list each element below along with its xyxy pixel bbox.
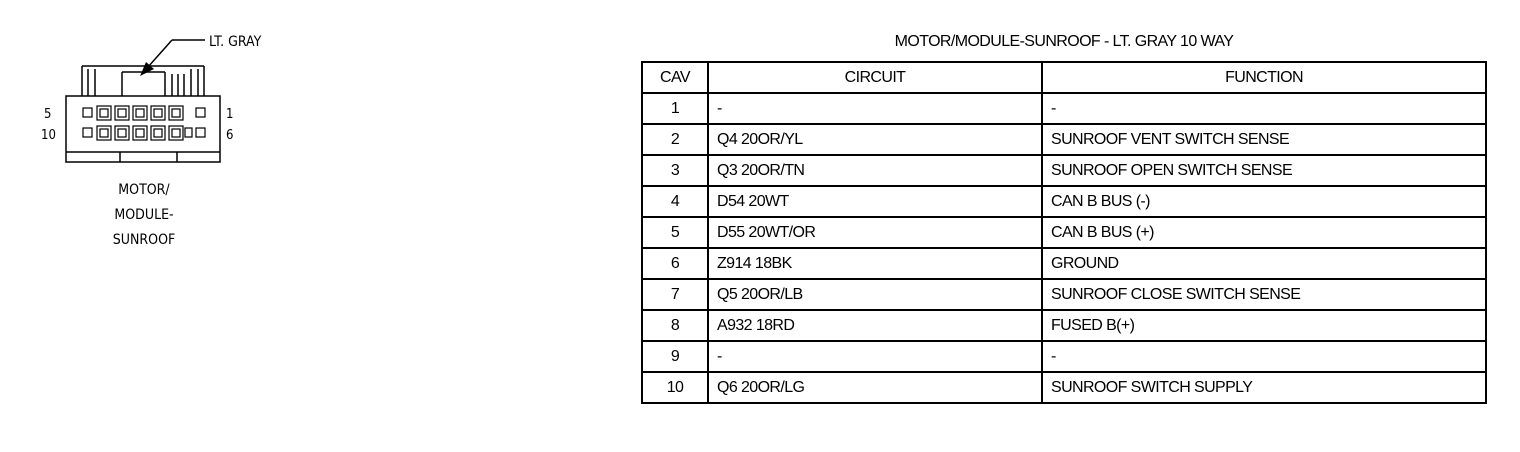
cell-function: SUNROOF OPEN SWITCH SENSE xyxy=(1042,155,1486,186)
table-row xyxy=(642,279,1486,310)
pin-label-top-right: 1 xyxy=(226,107,234,122)
cell-circuit: D55 20WT/OR xyxy=(708,217,1042,248)
cavity-3b xyxy=(133,106,147,120)
pin-label-bottom-left: 10 xyxy=(41,128,56,143)
connector-body xyxy=(66,66,220,162)
cell-function: FUSED B(+) xyxy=(1042,310,1486,341)
table-row xyxy=(642,372,1486,403)
connector-name-line-1: MOTOR/ xyxy=(118,182,170,198)
cell-cav: 6 xyxy=(642,248,708,279)
table-header-row xyxy=(642,62,1486,93)
cell-cav: 9 xyxy=(642,341,708,372)
cell-cav: 4 xyxy=(642,186,708,217)
table-row xyxy=(642,217,1486,248)
cavity-8b xyxy=(133,126,147,140)
cavity-7 xyxy=(151,126,165,140)
header-circuit: CIRCUIT xyxy=(708,62,1042,93)
cavity-1 xyxy=(196,108,205,117)
color-callout xyxy=(140,34,262,76)
table-row xyxy=(642,310,1486,341)
cell-function: SUNROOF VENT SWITCH SENSE xyxy=(1042,124,1486,155)
connector-diagram xyxy=(0,0,330,260)
table-row xyxy=(642,341,1486,372)
cell-function: CAN B BUS (-) xyxy=(1042,186,1486,217)
cell-cav: 1 xyxy=(642,93,708,124)
cell-function: CAN B BUS (+) xyxy=(1042,217,1486,248)
table-title: MOTOR/MODULE-SUNROOF - LT. GRAY 10 WAY xyxy=(894,33,1234,50)
color-callout-label: LT. GRAY xyxy=(209,34,262,50)
cavity-8 xyxy=(115,126,129,140)
cell-cav: 7 xyxy=(642,279,708,310)
cavity-3 xyxy=(115,106,129,120)
cavity-2b xyxy=(169,106,183,120)
pin-label-top-left: 5 xyxy=(44,107,52,122)
cell-cav: 8 xyxy=(642,310,708,341)
cell-circuit: D54 20WT xyxy=(708,186,1042,217)
table-row xyxy=(642,155,1486,186)
cavity-9 xyxy=(97,126,111,140)
cell-circuit: Q3 20OR/TN xyxy=(708,155,1042,186)
cell-function: - xyxy=(1042,341,1486,372)
cell-circuit: Z914 18BK xyxy=(708,248,1042,279)
header-function: FUNCTION xyxy=(1042,62,1486,93)
cavity-2 xyxy=(151,106,165,120)
cell-cav: 5 xyxy=(642,217,708,248)
cell-circuit: - xyxy=(708,93,1042,124)
table-row xyxy=(642,186,1486,217)
connector-name-line-2: MODULE- xyxy=(114,207,174,223)
connector-name-line-3: SUNROOF xyxy=(112,232,176,248)
table-row xyxy=(642,124,1486,155)
cell-cav: 2 xyxy=(642,124,708,155)
cavity-5 xyxy=(83,108,92,117)
cell-function: GROUND xyxy=(1042,248,1486,279)
cell-circuit: A932 18RD xyxy=(708,310,1042,341)
cell-cav: 3 xyxy=(642,155,708,186)
cavity-4 xyxy=(97,106,111,120)
cell-function: - xyxy=(1042,93,1486,124)
table-row xyxy=(642,93,1486,124)
cavity-10 xyxy=(83,128,92,137)
header-cav: CAV xyxy=(642,62,708,93)
cell-circuit: Q6 20OR/LG xyxy=(708,372,1042,403)
cell-function: SUNROOF SWITCH SUPPLY xyxy=(1042,372,1486,403)
cell-circuit: Q4 20OR/YL xyxy=(708,124,1042,155)
pinout-table xyxy=(641,61,1487,404)
cell-function: SUNROOF CLOSE SWITCH SENSE xyxy=(1042,279,1486,310)
table-row xyxy=(642,248,1486,279)
cell-cav: 10 xyxy=(642,372,708,403)
cell-circuit: Q5 20OR/LB xyxy=(708,279,1042,310)
cell-circuit: - xyxy=(708,341,1042,372)
cavity-grid xyxy=(83,106,205,140)
cavity-7b xyxy=(169,126,183,140)
pin-label-bottom-right: 6 xyxy=(226,128,234,143)
cavity-6 xyxy=(196,128,205,137)
